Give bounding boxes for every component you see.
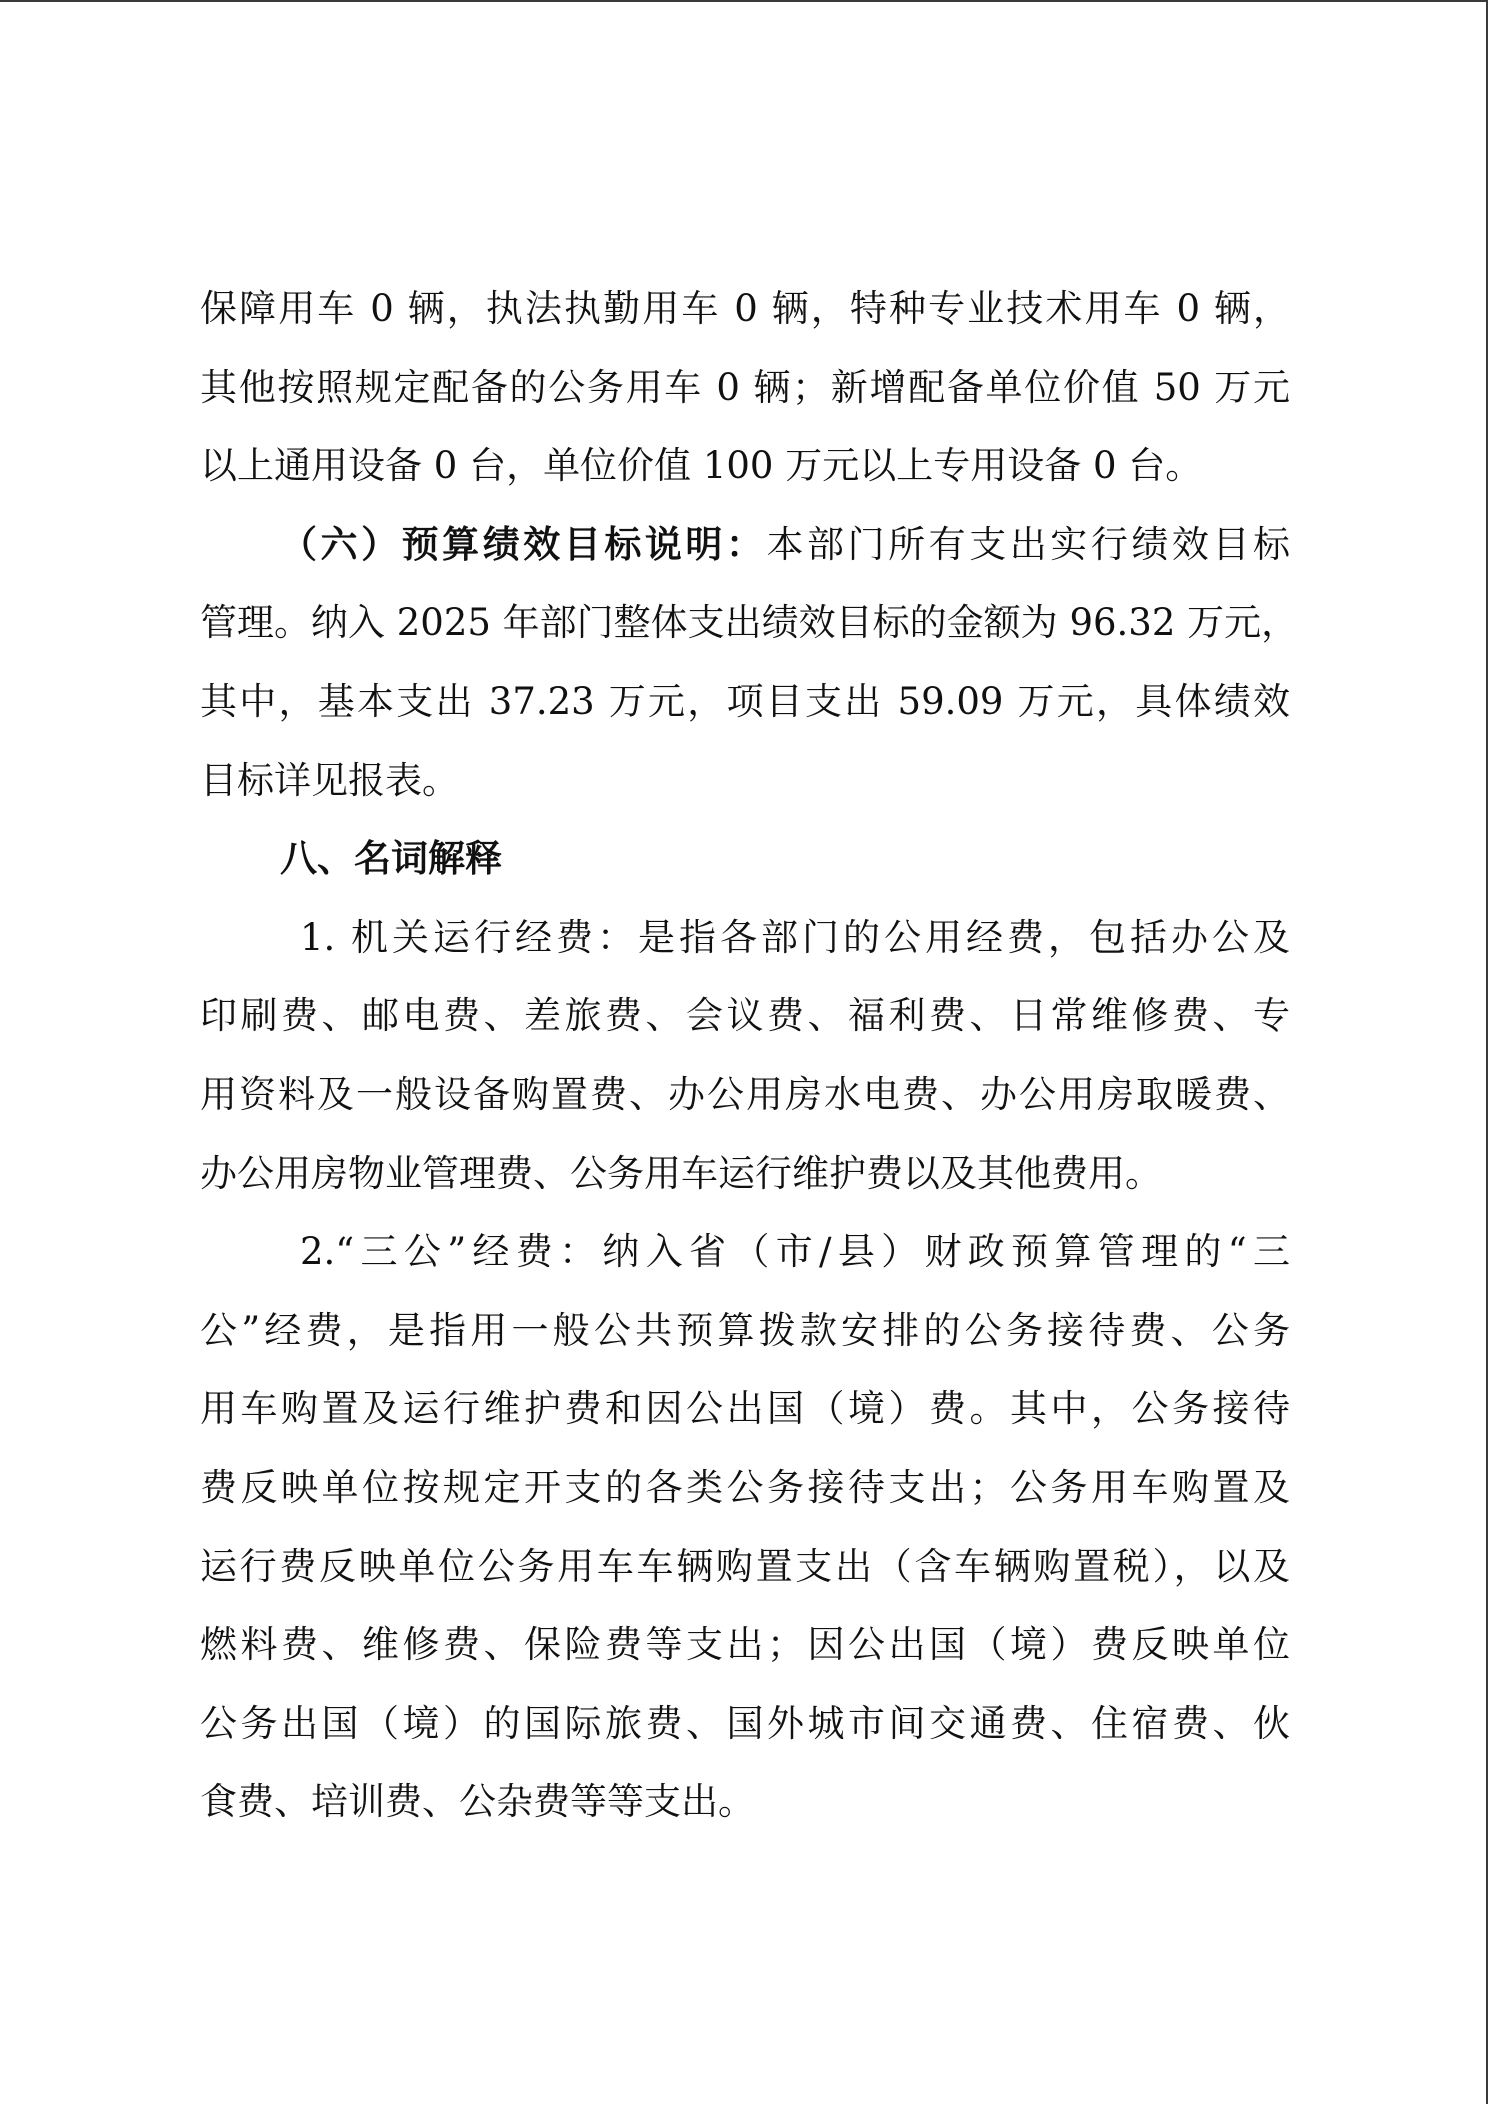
paragraph-line: 目标详见报表。 [200,758,459,802]
paragraph-line: 食费、培训费、公杂费等等支出。 [200,1780,755,1824]
paragraph-line: 其中，基本支出 37.23 万元，项目支出 59.09 万元，具体绩效 [200,679,1290,723]
section-six-first-line [200,506,1290,585]
section-heading: 八、名词解释 [280,837,502,881]
paragraph-line: 公务出国（境）的国际旅费、国外城市间交通费、住宿费、伙 [200,1701,1290,1745]
paragraph-line: 保障用车 0 辆，执法执勤用车 0 辆，特种专业技术用车 0 辆， [200,287,1290,330]
paragraph-line: 印刷费、邮电费、差旅费、会议费、福利费、日常维修费、专 [200,994,1290,1038]
paragraph-line: 公”经费，是指用一般公共预算拨款安排的公务接待费、公务 [200,1308,1290,1352]
section-six-label: （六）预算绩效目标说明： [280,522,767,566]
paragraph-line: 用车购置及运行维护费和因公出国（境）费。其中，公务接待 [200,1387,1290,1431]
page-top-border [0,0,1488,2]
paragraph-line: 办公用房物业管理费、公务用车运行维护费以及其他费用。 [200,1151,1162,1195]
paragraph-line: 以上通用设备 0 台，单位价值 100 万元以上专用设备 0 台。 [200,444,1203,488]
term-one-first-line: 1. 机关运行经费：是指各部门的公用经费，包括办公及 [300,915,1290,959]
paragraph-line: 燃料费、维修费、保险费等支出；因公出国（境）费反映单位 [200,1623,1290,1667]
paragraph-line: 运行费反映单位公务用车车辆购置支出（含车辆购置税），以及 [200,1544,1290,1588]
section-six-text: 本部门所有支出实行绩效目标 [766,522,1290,566]
term-two-first-line: 2.“三公”经费：纳入省（市/县）财政预算管理的“三 [300,1230,1290,1274]
paragraph-line: 管理。纳入 2025 年部门整体支出绩效目标的金额为 96.32 万元， [200,601,1299,645]
paragraph-line: 其他按照规定配备的公务用车 0 辆；新增配备单位价值 50 万元 [200,365,1290,409]
paragraph-line: 用资料及一般设备购置费、办公用房水电费、办公用房取暖费、 [200,1072,1290,1116]
paragraph-line: 费反映单位按规定开支的各类公务接待支出；公务用车购置及 [200,1465,1290,1509]
document-body [200,270,1299,1842]
